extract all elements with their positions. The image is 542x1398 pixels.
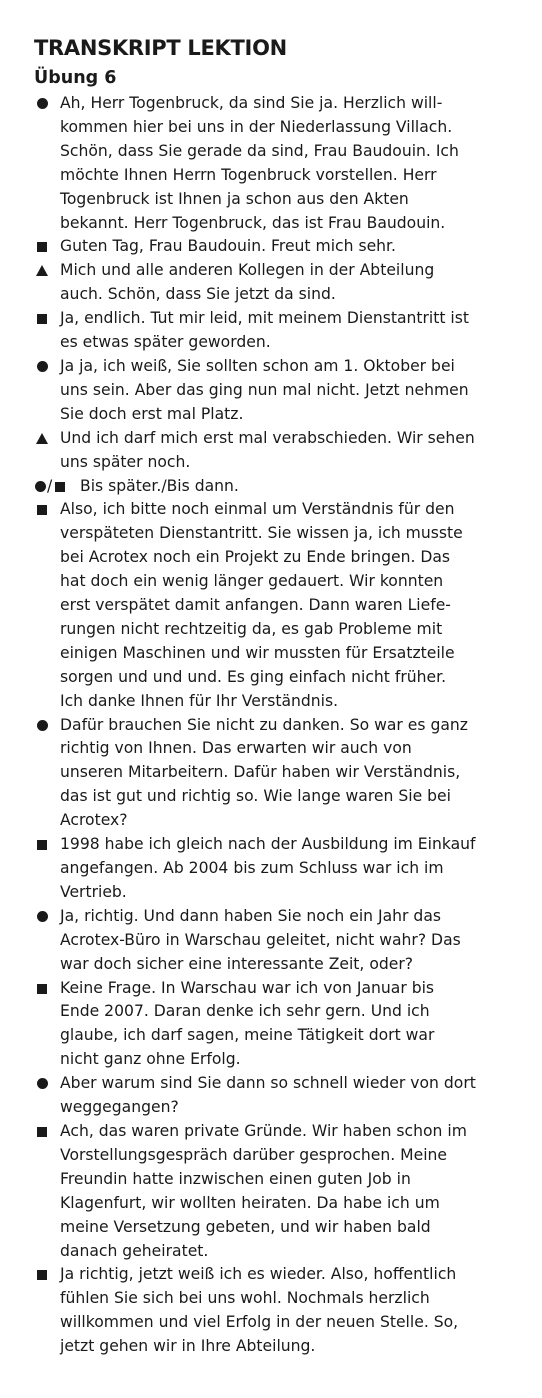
dialogue-text: Mich und alle anderen Kollegen in der Abteilung auch. Schön, dass Sie jetzt da sind.: [60, 261, 435, 304]
dialogue-text: Guten Tag, Frau Baudouin. Freut mich sehr.: [60, 237, 396, 256]
dialogue-text: Keine Frage. In Warschau war ich von Januar bis Ende 2007. Daran denke ich sehr gern. Und ich glaube, ich darf sagen, meine Tätigkeit dort war nicht ganz ohne Erfolg.: [60, 978, 435, 1069]
dialogue-text: Und ich darf mich erst mal verabschieden. Wir sehen uns später noch.: [60, 428, 475, 471]
speaker-marker: [34, 475, 80, 499]
dialogue-turn: [34, 235, 526, 259]
filled-circle-icon: [37, 98, 48, 109]
dialogue-turn: [34, 92, 526, 235]
filled-triangle-icon: [36, 433, 48, 444]
filled-circle-icon: [37, 1078, 48, 1089]
speaker-marker: [34, 833, 60, 857]
filled-triangle-icon: [36, 265, 48, 276]
filled-square-icon: [37, 984, 47, 994]
filled-square-icon: [37, 1127, 47, 1137]
dialogue-text: Aber warum sind Sie dann so schnell wieder von dort weggegangen?: [60, 1074, 476, 1117]
dialogue-turn: [34, 307, 526, 355]
filled-square-icon: [55, 482, 65, 492]
dialogue-turn: [34, 355, 526, 427]
dialogue-text: Ja, richtig. Und dann haben Sie noch ein Jahr das Acrotex-Büro in Warschau geleitet, nicht wahr? Das war doch sicher eine interessante Zeit, oder?: [60, 906, 461, 973]
dialogue-text: Ja, endlich. Tut mir leid, mit meinem Dienstantritt ist es etwas später geworden.: [60, 309, 469, 352]
filled-square-icon: [37, 314, 47, 324]
dialogue-turn: [34, 475, 526, 499]
speaker-marker: [34, 714, 60, 738]
dialogue-turn: [34, 905, 526, 977]
transcript-page: [34, 34, 526, 1359]
dialogue-text: Ja ja, ich weiß, Sie sollten schon am 1. Oktober bei uns sein. Aber das ging nun mal nicht. Jetzt nehmen Sie doch erst mal Platz.: [60, 356, 469, 423]
speaker-marker: [34, 307, 60, 331]
filled-circle-icon: [37, 720, 48, 731]
filled-square-icon: [37, 505, 47, 515]
speaker-marker: [34, 1263, 60, 1287]
dialogue-text: Bis später./Bis dann.: [80, 476, 239, 495]
speaker-marker: [34, 498, 60, 522]
dialogue-text: Ach, das waren private Gründe. Wir haben schon im Vorstellungsgespräch darüber gesprochen. Meine Freundin hatte inzwischen einen guten Job in Klagenfurt, wir wollten heiraten. Da habe ich um meine Versetzung gebeten, und wir haben bald danach geheiratet.: [60, 1121, 467, 1260]
filled-square-icon: [37, 1270, 47, 1280]
speaker-marker: [34, 427, 60, 451]
speaker-marker: [34, 977, 60, 1001]
exercise-heading: Übung 6: [34, 68, 117, 88]
page-title: TRANSKRIPT LEKTION: [34, 36, 287, 60]
dialogue-text: Ah, Herr Togenbruck, da sind Sie ja. Herzlich will- kommen hier bei uns in der Niederlassung Villach. Schön, dass Sie gerade da sind, Frau Baudouin. Ich möchte Ihnen Herrn Togenbruck vorstellen. Herr Togenbruck ist Ihnen ja schon aus den Akten bekannt. Herr Togenbruck, das ist Frau Baudouin.: [60, 94, 459, 232]
filled-circle-icon: [37, 911, 48, 922]
dialogue-text: Dafür brauchen Sie nicht zu danken. So war es ganz richtig von Ihnen. Das erwarten wir auch von unseren Mitarbeitern. Dafür haben wir Verständnis, das ist gut und richtig so. Wie lange waren Sie bei Acrotex?: [60, 715, 468, 830]
speaker-marker: [34, 1072, 60, 1096]
dialogue-turn: [34, 1072, 526, 1120]
filled-square-icon: [37, 242, 47, 252]
filled-circle-icon: [37, 361, 48, 372]
dialogue-turn: [34, 977, 526, 1073]
dialogue-turn: [34, 427, 526, 475]
dialogue-turn: [34, 1263, 526, 1359]
speaker-marker: [34, 259, 60, 283]
speaker-marker: [34, 355, 60, 379]
filled-square-icon: [37, 840, 47, 850]
speaker-marker: [34, 1120, 60, 1144]
marker-separator: /: [47, 476, 53, 495]
dialogue-list: [34, 92, 526, 1359]
dialogue-text: Also, ich bitte noch einmal um Verständnis für den verspäteten Dienstantritt. Sie wissen ja, ich musste bei Acrotex noch ein Projekt zu Ende bringen. Das hat doch ein wenig länger gedauert. Wir konnten erst verspätet damit anfangen. Dann waren Liefe- rungen nicht rechtzeitig da, es gab Probleme mit einigen Maschinen und wir mussten für Ersatzteile sorgen und und und. Es ging einfach nicht früher. Ich danke Ihnen für Ihr Verständnis.: [60, 500, 463, 710]
speaker-marker: [34, 235, 60, 259]
filled-circle-icon: [35, 481, 46, 492]
dialogue-turn: [34, 833, 526, 905]
dialogue-turn: [34, 498, 526, 713]
dialogue-turn: [34, 1120, 526, 1263]
dialogue-text: 1998 habe ich gleich nach der Ausbildung im Einkauf angefangen. Ab 2004 bis zum Schluss war ich im Vertrieb.: [60, 835, 476, 901]
speaker-marker: [34, 92, 60, 116]
dialogue-text: Ja richtig, jetzt weiß ich es wieder. Also, hoffentlich fühlen Sie sich bei uns wohl. Nochmals herzlich willkommen und viel Erfolg in der neuen Stelle. So, jetzt gehen wir in Ihre Abteilung.: [60, 1265, 459, 1356]
dialogue-turn: [34, 714, 526, 834]
speaker-marker: [34, 905, 60, 929]
dialogue-turn: [34, 259, 526, 307]
